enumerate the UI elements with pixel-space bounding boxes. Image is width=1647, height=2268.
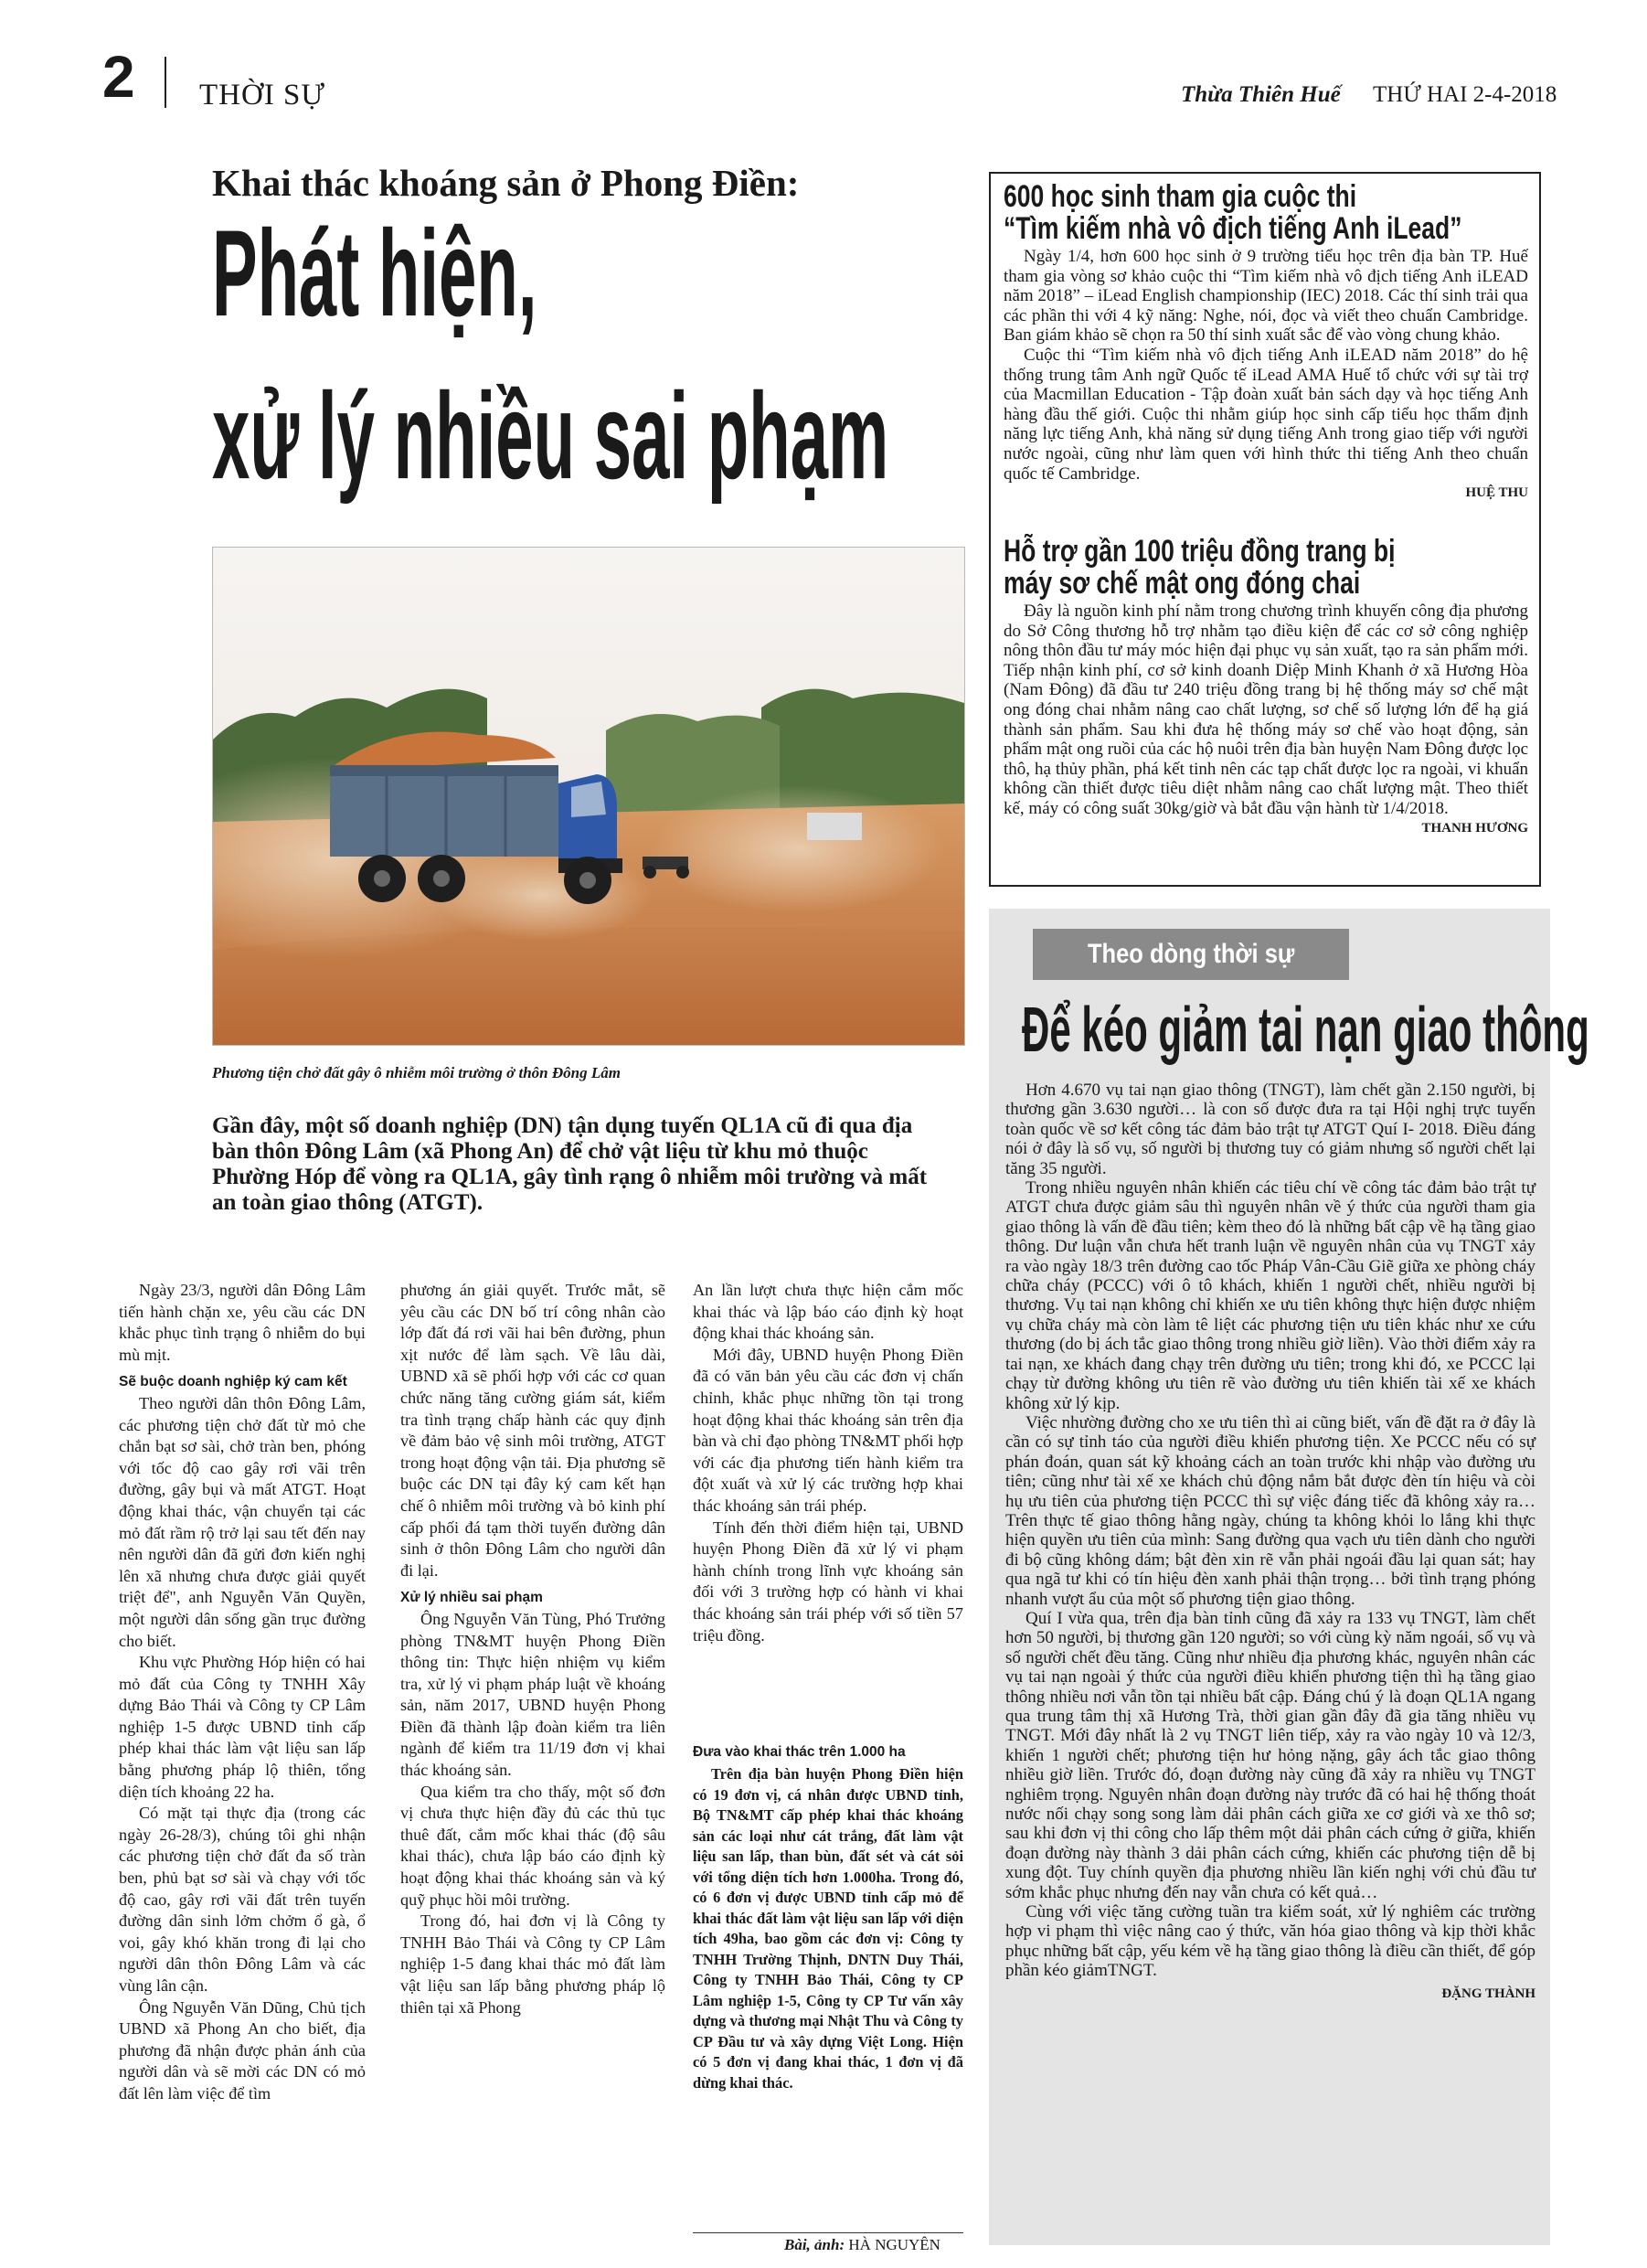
byline-name: HÀ NGUYÊN — [848, 2236, 940, 2253]
fact-box-title: Đưa vào khai thác trên 1.000 ha — [693, 1744, 906, 1760]
fact-box-text: Trên địa bàn huyện Phong Điền hiện có 19 đơn vị, cá nhân được UBND tỉnh, Bộ TN&MT cấp phép khai thác khoáng sản các loại như cát trắng, đất làm vật liệu san lấp, than bùn, đất sét và cát sỏi với tổng diện tích hơn 1.000ha. Trong đó, có 6 đơn vị được UBND tỉnh cấp mỏ để khai thác đất làm vật liệu san lấp với diện tích 49ha, bao gồm các đơn vị: Công ty TNHH Trường Thịnh, DNTN Duy Thái, Công ty TNHH Bảo Thái, Công ty CP Lâm nghiệp 1-5, Công ty CP Tư vấn xây dựng và thương mại Nhật Thu và Công ty CP Đầu tư và xây dựng Việt Long. Hiện có 5 đơn vị đang khai thác, 1 đơn vị đã dừng khai thác. — [693, 1765, 963, 2092]
paragraph: Quí I vừa qua, trên địa bàn tỉnh cũng đã xảy ra 133 vụ TNGT, làm chết hơn 50 người, bị thương gần 120 người; so với cùng kỳ năm ngoái, số vụ và số người chết đều tăng. Cũng như nhiều địa phương khác, nguyên nhân các vụ tai nạn ngoài ý thức của người điều khiển phương tiện thì hạ tầng giao thông nhiều nơi vẫn tồn tại nhiều bất cập. Đáng chú ý là đoạn QL1A ngang qua trung tâm thị xã Hương Trà, thời gian gần đây đã gia tăng nhiều vụ TNGT. Mới đây nhất là 2 vụ TNGT liên tiếp, xảy ra vào ngày 10 và 12/3, khiến 1 người chết; phương tiện hư hỏng nặng, gây ách tắc giao thông nhiều giờ liền. Trước đó, đoạn đường này cũng đã xảy ra nhiều vụ TNGT nghiêm trọng. Nguyên nhân đoạn đường này trước đã có hai hệ thống thoát nước nối chạy song song làm dải phân cách giữa xe cơ giới và xe thô sơ; sau khi đơn vị thi công cho lấp thêm một dải phân cách cứng ở giữa, khiến đoạn đường này thành 3 dải phân cách cứng, khiến các phương tiện dễ bị xung đột. Tuy chính quyền địa phương nhiều lần kiến nghị với chủ đầu tư sớm khắc phục nhưng đến nay vẫn chưa có kết quả… — [1005, 1608, 1535, 1902]
article-column-1 — [119, 1280, 366, 2105]
photo-caption: Phương tiện chở đất gây ô nhiễm môi trường ở thôn Đông Lâm — [212, 1064, 621, 1081]
article-photo — [212, 547, 965, 1046]
paragraph: Cùng với việc tăng cường tuần tra kiểm soát, xử lý nghiêm các trường hợp vi phạm thì việc nâng cao ý thức, văn hóa giao thông và kịp thời khắc phục những bất cập, yếu kém về hạ tầng giao thông là điều cần thiết, để góp phần kéo giảmTNGT. — [1005, 1902, 1535, 1981]
subheading: Xử lý nhiều sai phạm — [400, 1590, 543, 1606]
article-column-3 — [693, 1280, 963, 1646]
paragraph: Cuộc thi “Tìm kiếm nhà vô địch tiếng Anh iLEAD năm 2018” do hệ thống trung tâm Anh ngữ Quốc tế iLead AMA Huế tổ chức với sự tài trợ của Macmillan Education - Tập đoàn xuất bản sách dạy và học tiếng Anh hàng đầu thế giới. Cuộc thi nhằm giúp học sinh cấp tiểu học thẩm định năng lực tiếng Anh, khả năng sử dụng tiếng Anh trong giao tiếp với người nước ngoài, cũng như làm quen với hình thức thi tiếng Anh theo chuẩn quốc tế Cambridge. — [1004, 345, 1528, 484]
paragraph: Tính đến thời điểm hiện tại, UBND huyện Phong Điền đã xử lý vi phạm hành chính trong lĩnh vực khoáng sản đối với 3 trường hợp có hành vi khai thác khoáng sản trái phép với số tiền 57 triệu đồng. — [693, 1517, 963, 1645]
commentary-headline: Để kéo giảm tai nạn giao thông — [1022, 994, 1589, 1065]
brief-2-author: THANH HƯƠNG — [1421, 820, 1528, 836]
article-column-2 — [400, 1280, 665, 2018]
paragraph: Khu vực Phường Hóp hiện có hai mỏ đất của Công ty TNHH Xây dựng Bảo Thái và Công ty CP Lâm nghiệp 1-5 được UBND tỉnh cấp phép khai thác làm vật liệu san lấp bằng phương pháp lộ thiên, tổng diện tích khoảng 22 ha. — [119, 1653, 366, 1801]
section-name: THỜI SỰ — [199, 79, 326, 112]
brief-1-author: HUỆ THU — [1465, 485, 1528, 501]
commentary-author: ĐẶNG THÀNH — [1441, 1986, 1535, 2001]
paragraph: Hơn 4.670 vụ tai nạn giao thông (TNGT), làm chết gần 2.150 người, bị thương gần 3.630 người… là con số được đưa ra tại Hội nghị trực tuyến toàn quốc về sơ kết công tác đảm bảo trật tự ATGT Quí I- 2018. Điều đáng nói ở đây là số vụ, số người bị thương tuy có giảm nhưng số người chết lại tăng 35 người. — [1005, 1081, 1535, 1178]
brief-1-title-line-1: 600 học sinh tham gia cuộc thi — [1004, 179, 1357, 214]
paragraph: phương án giải quyết. Trước mắt, sẽ yêu cầu các DN bố trí công nhân cào lớp đất đá rơi vãi hai bên đường, phun xịt nước để làm sạch. Về lâu dài, UBND xã sẽ phối hợp với các cơ quan chức năng tăng cường giám sát, kiểm tra tình trạng chấp hành các quy định về đảm bảo vệ sinh môi trường, ATGT trong hoạt động vận tải. Địa phương sẽ buộc các DN tại đây ký cam kết hạn chế ô nhiễm môi trường và bỏ kinh phí cấp phối đá tạm thời tuyến đường dân sinh ở thôn Đông Lâm cho người dân đi lại. — [400, 1281, 665, 1580]
brief-1-title-line-2: “Tìm kiếm nhà vô địch tiếng Anh iLead” — [1004, 211, 1462, 246]
byline-rule — [693, 2232, 963, 2233]
byline — [784, 2236, 940, 2254]
fact-box — [693, 1744, 963, 2093]
brief-2 — [1004, 536, 1528, 836]
article-kicker: Khai thác khoáng sản ở Phong Điền: — [212, 162, 800, 204]
commentary-label-text: Theo dòng thời sự — [1087, 939, 1295, 969]
paragraph: Trong nhiều nguyên nhân khiến các tiêu chí về công tác đảm bảo trật tự ATGT chưa được giảm sâu thì nguyên nhân về ý thức của người tham gia giao thông là vấn đề đầu tiên; kèm theo đó là những bất cập về hạ tầng giao thông. Dư luận vẫn chưa hết tranh luận về nguyên nhân của vụ TNGT xảy ra vào ngày 18/3 trên đường cao tốc Pháp Vân-Cầu Giẽ giữa xe phòng cháy chữa cháy (PCCC) với ô tô khách, khiến 1 người chết, nhiều người bị thương. Vụ tai nạn không chỉ khiến xe ưu tiên không thực hiện được nhiệm vụ chữa cháy mà còn làm tê liệt các phương tiện ưu tiên khác như xe cứu thương (do bị ách tắc giao thông trong nhiều giờ liền). Vào thời điểm xảy ra tai nạn, xe khách đang chạy trên đường ưu tiên; trong khi đó, xe PCCC lại chạy từ đường không ưu tiên rẽ vào đường ưu tiên khiến tài xế xe khách không xử lý kịp. — [1005, 1178, 1535, 1413]
headline-line-2: xử lý nhiều sai phạm — [212, 367, 889, 506]
paragraph: An lần lượt chưa thực hiện cắm mốc khai thác và lập báo cáo định kỳ hoạt động khai thác khoáng sản. — [693, 1281, 963, 1343]
article-lead: Gần đây, một số doanh nghiệp (DN) tận dụng tuyến QL1A cũ đi qua địa bàn thôn Đông Lâm (xã Phong An) để chở vật liệu từ khu mỏ thuộc Phường Hóp để vòng ra QL1A, gây tình rạng ô nhiễm môi trường và mất an toàn giao thông (ATGT). — [212, 1113, 928, 1215]
byline-prefix: Bài, ảnh: — [784, 2236, 845, 2253]
newspaper-name: Thừa Thiên Huế — [1181, 82, 1341, 107]
paragraph: Có mặt tại thực địa (trong các ngày 26-28/3), chúng tôi ghi nhận các phương tiện chở đất đa số tràn ben, phủ bạt sơ sài và chạy với tốc độ cao, gây rơi vãi đất trên tuyến đường dân sinh lởm chởm ổ gà, ổ voi, gây khó khăn trong đi lại cho người dân thôn Đông Lâm và các vùng lân cận. — [119, 1804, 366, 1995]
paragraph: Việc nhường đường cho xe ưu tiên thì ai cũng biết, vấn đề đặt ra ở đây là cần có sự tỉnh táo của người điều khiển phương tiện. Xe PCCC nếu có sự phán đoán, quan sát kỹ khoảng cách an toàn trước khi nhập vào đường ưu tiên; cũng như tài xế xe khách chủ động nắm bắt được đèn tín hiệu và còi hụ ưu tiên của phương tiện PCCC thì sự việc đáng tiếc đã không xảy ra… Trên thực tế giao thông hằng ngày, chúng ta không khỏi lo lắng khi thực hiện quyền ưu tiên của mình: Sang đường qua vạch ưu tiên dành cho người đi bộ cũng không dám; bật đèn xin rẽ vẫn phải ngoái đầu lại quan sát; hay qua ngã tư khi có tín hiệu đèn xanh phải thận trọng… bởi tình trạng phóng nhanh vượt ẩu của một số phương tiện giao thông. — [1005, 1412, 1535, 1609]
paragraph: Mới đây, UBND huyện Phong Điền đã có văn bản yêu cầu các đơn vị chấn chỉnh, khắc phục những tồn tại trong hoạt động khai thác khoáng sản trên địa bàn và chỉ đạo phòng TN&MT phối hợp với các địa phương tiến hành kiểm tra đột xuất và xử lý các trường hợp khai thác khoáng sản trái phép. — [693, 1345, 963, 1515]
commentary-label — [1033, 929, 1349, 980]
paragraph: Qua kiểm tra cho thấy, một số đơn vị chưa thực hiện đầy đủ các thủ tục thuê đất, cắm mốc khai thác (độ sâu khai thác), chưa lập báo cáo định kỳ hoạt động khai thác khoáng sản và ký quỹ phục hồi môi trường. — [400, 1782, 665, 1909]
paragraph: Theo người dân thôn Đông Lâm, các phương tiện chở đất từ mỏ che chắn bạt sơ sài, chở tràn ben, phóng với tốc độ cao gây rơi vãi trên đường, gây bụi và mất ATGT. Hoạt động khai thác, vận chuyển tại các mỏ đất rầm rộ trở lại sau tết đến nay nên người dân đã gửi đơn kiến nghị lên xã nhưng chưa được giải quyết triệt để", anh Nguyễn Văn Quyền, một người dân sống gần trục đường cho biết. — [119, 1393, 366, 1650]
issue-date: THỨ HAI 2-4-2018 — [1373, 82, 1557, 107]
headline-line-1: Phát hiện, — [212, 205, 537, 343]
paragraph: Đây là nguồn kinh phí nằm trong chương trình khuyến công địa phương do Sở Công thương hỗ trợ nhằm tạo điều kiện để các cơ sở công nghiệp nông thôn đầu tư máy móc hiện đại phục vụ sản xuất, tạo ra sản phẩm mới. Tiếp nhận kinh phí, cơ sở kinh doanh Diệp Minh Khanh ở xã Hương Hòa (Nam Đông) đã đầu tư 240 triệu đồng trang bị hệ thống máy sơ chế mật ong đóng chai nhằm nâng cao chất lượng, sơ chế số lượng lớn để hạ giá thành sản phẩm. Sau khi đưa hệ thống máy sơ chế vào hoạt động, sản phẩm mật ong ruồi của các hộ nuôi trên địa bàn huyện Nam Đông được lọc thô, hạ thủy phần, phá kết tinh nên các tạp chất được lọc ra ngoài, vi khuẩn không cần thiết được tiêu diệt nhằm nâng cao chất lượng mật. Theo thiết kế, máy có công suất 30kg/giờ và bắt đầu vận hành từ 1/4/2018. — [1004, 602, 1528, 818]
paragraph: Trong đó, hai đơn vị là Công ty TNHH Bảo Thái và Công ty CP Lâm nghiệp 1-5 đang khai thác mỏ đất làm vật liệu san lấp bằng phương pháp lộ thiên tại xã Phong — [400, 1911, 665, 2017]
brief-2-title-line-2: máy sơ chế mật ong đóng chai — [1004, 566, 1361, 601]
brief-2-title-line-1: Hỗ trợ gần 100 triệu đồng trang bị — [1004, 534, 1396, 569]
brief-1 — [1004, 181, 1528, 501]
page-number: 2 — [102, 44, 135, 110]
subheading: Sẽ buộc doanh nghiệp ký cam kết — [119, 1374, 347, 1390]
header-divider — [165, 57, 166, 108]
paragraph: Ngày 1/4, hơn 600 học sinh ở 9 trường tiểu học trên địa bàn TP. Huế tham gia vòng sơ khảo cuộc thi “Tìm kiếm nhà vô địch tiếng Anh iLEAD năm 2018” – iLead English championship (IEC) 2018. Các thí sinh trải qua các phần thi với 4 kỹ năng: Nghe, nói, đọc và viết theo chuẩn Cambridge. Ban giám khảo sẽ chọn ra 50 thí sinh xuất sắc để vào vòng chung khảo. — [1004, 247, 1528, 346]
commentary-body — [1005, 1081, 1535, 2004]
dump-truck-on-dusty-road — [213, 548, 964, 1045]
paragraph: Ông Nguyễn Văn Dũng, Chủ tịch UBND xã Phong An cho biết, địa phương đã nhận được phản ánh của người dân và sẽ mời các DN có mỏ đất lên làm việc để tìm — [119, 1997, 366, 2103]
paragraph: Ông Nguyễn Văn Tùng, Phó Trưởng phòng TN&MT huyện Phong Điền thông tin: Thực hiện nhiệm vụ kiểm tra, xử lý vi phạm pháp luật về khoáng sản, năm 2017, UBND huyện Phong Điền đã thành lập đoàn kiểm tra liên ngành để kiểm tra 11/19 đơn vị khai thác khoáng sản. — [400, 1609, 665, 1780]
paragraph: Ngày 23/3, người dân Đông Lâm tiến hành chặn xe, yêu cầu các DN khắc phục tình trạng ô nhiễm do bụi mù mịt. — [119, 1281, 366, 1364]
